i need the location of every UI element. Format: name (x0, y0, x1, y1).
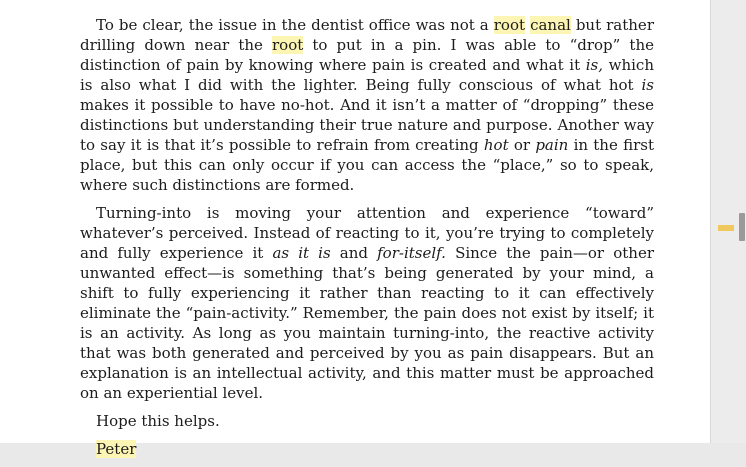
document-text (80, 15, 654, 467)
highlight-signature[interactable]: Peter (96, 440, 137, 458)
scrollbar-thumb[interactable] (739, 213, 745, 241)
text-span: Turning-into is moving your attention and experience “toward” whatever’s perceived. Instead of reacting to it, you’re trying to completely and fully experience it (80, 204, 654, 262)
emphasis: pain (535, 136, 569, 154)
highlight-marker[interactable] (718, 225, 734, 231)
text-span: but rather drilling down near the (80, 16, 654, 54)
text-span: which is also what I did with the lighter. Being fully conscious of what hot (80, 56, 654, 94)
text-span: makes it possible to have no-hot. And it isn’t a matter of “dropping” these distinctions but understanding their true nature and purpose. Another way to say it is that it’s possible to refrain from creating (80, 96, 654, 154)
emphasis: is (641, 76, 654, 94)
text-span: to put in a pin. I was able to “drop” the distinction of pain by knowing where pain is created and what it (80, 36, 654, 74)
text-span: and (330, 244, 378, 262)
highlight-root[interactable]: root (493, 16, 526, 34)
signature (80, 439, 654, 459)
paragraph-1 (80, 15, 654, 195)
emphasis: as it is (272, 244, 331, 262)
highlight-canal[interactable]: canal (530, 16, 571, 34)
text-span: To be clear, the issue in the dentist office was not a (96, 16, 494, 34)
emphasis: hot (483, 136, 509, 154)
paragraph-2 (80, 203, 654, 403)
emphasis: is, (585, 56, 603, 74)
emphasis: for-itself. (377, 244, 446, 262)
closing-line: Hope this helps. (96, 412, 220, 430)
text-span: or (508, 136, 536, 154)
text-span: Since the pain—or other unwanted effect—is something that’s being generated by your mind, a shift to fully experiencing it rather than reacting to it can effectively eliminate the “pain-activity.” Remember, the pain does not exist by itself; it is an activity. As long as you maintain turning-into, the reactive activity that was both generated and perceived by you as pain disappears. But an explanation is an intellectual activity, and this matter must be approached on an experiential level. (80, 244, 655, 402)
text-span: in the first place, but this can only occur if you can access the “place,” so to speak, where such distinctions are formed. (80, 136, 654, 194)
highlight-root-2[interactable]: root (272, 36, 304, 54)
